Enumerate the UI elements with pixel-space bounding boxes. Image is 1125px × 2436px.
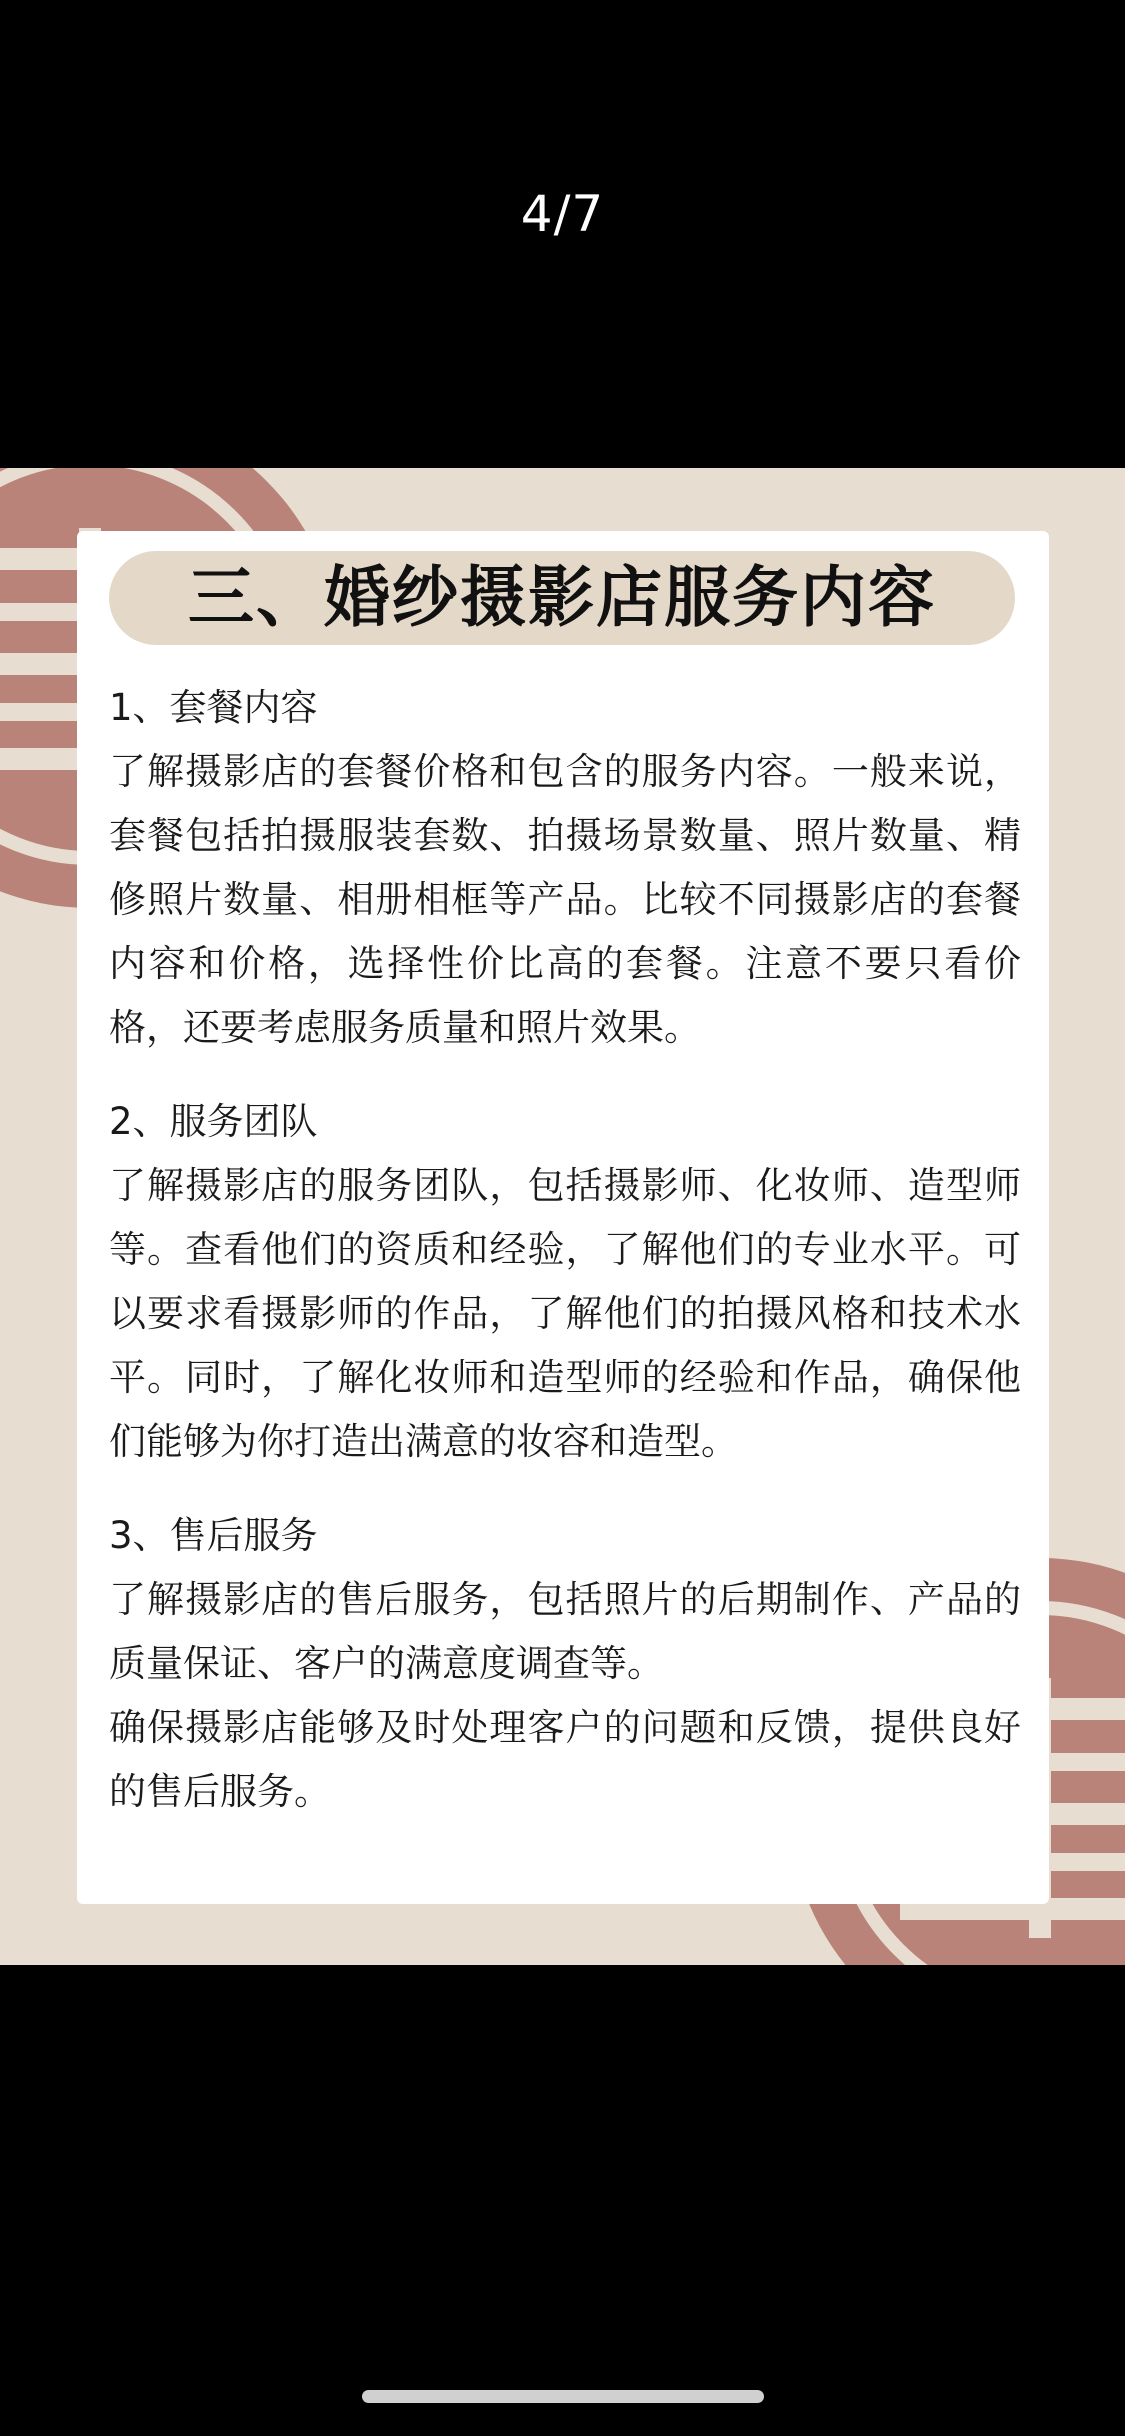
home-indicator[interactable] (362, 2390, 764, 2403)
section-heading: 1、套餐内容 (109, 686, 318, 729)
content-card (77, 531, 1049, 1904)
section-after-sales (109, 1504, 1021, 1824)
section-body: 了解摄影店的套餐价格和包含的服务内容。一般来说，套餐包括拍摄服装套数、拍摄场景数量、照片数量、精修照片数量、相册相框等产品。比较不同摄影店的套餐内容和价格，选择性价比高的套餐。注意不要只看价格，还要考虑服务质量和照片效果。 (109, 750, 1021, 1049)
section-heading: 2、服务团队 (109, 1100, 318, 1143)
section-body: 了解摄影店的服务团队，包括摄影师、化妆师、造型师等。查看他们的资质和经验，了解他们的专业水平。可以要求看摄影师的作品，了解他们的拍摄风格和技术水平。同时，了解化妆师和造型师的经验和作品，确保他们能够为你打造出满意的妆容和造型。 (109, 1164, 1021, 1463)
title-pill (109, 551, 1015, 645)
section-body: 了解摄影店的售后服务，包括照片的后期制作、产品的质量保证、客户的满意度调查等。 (109, 1578, 1021, 1685)
page-counter: 4/7 (520, 185, 605, 243)
page-title: 三、婚纱摄影店服务内容 (188, 559, 936, 636)
section-heading: 3、售后服务 (109, 1514, 318, 1557)
section-package (109, 676, 1021, 1060)
slide-image (0, 468, 1125, 1965)
content-body (109, 676, 1021, 1854)
section-body-extra: 确保摄影店能够及时处理客户的问题和反馈，提供良好的售后服务。 (109, 1706, 1021, 1813)
section-team (109, 1090, 1021, 1474)
